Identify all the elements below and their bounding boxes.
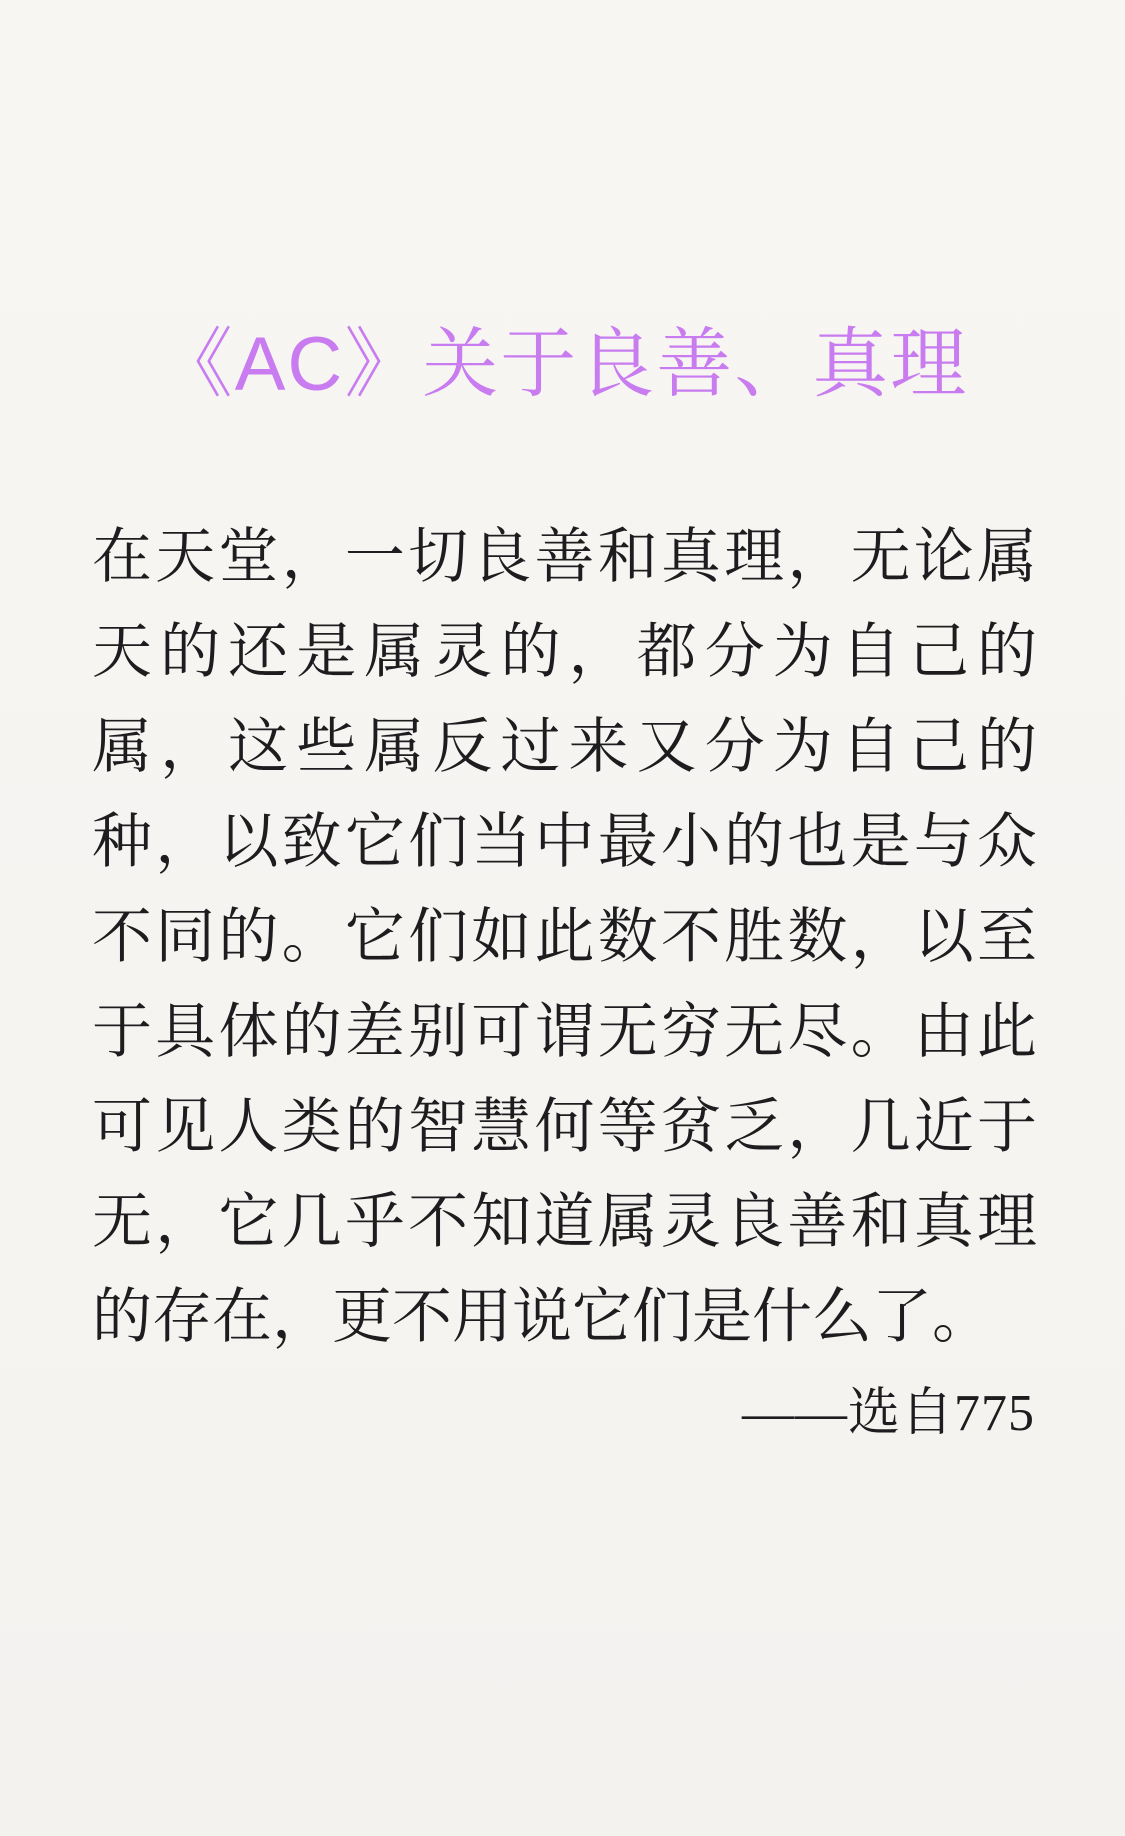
source-attribution: ——选自775: [741, 1385, 1035, 1442]
page-title: 《AC》关于良善、真理: [156, 321, 969, 407]
body-paragraph: 在天堂，一切良善和真理，无论属天的还是属灵的，都分为自己的属，这些属反过来又分为自己的种，以致它们当中最小的也是与众不同的。它们如此数不胜数，以至于具体的差别可谓无穷无尽。由此可见人类的智慧何等贫乏，几近于无，它几乎不知道属灵良善和真理的存在，更不用说它们是什么了。: [92, 524, 1037, 1350]
